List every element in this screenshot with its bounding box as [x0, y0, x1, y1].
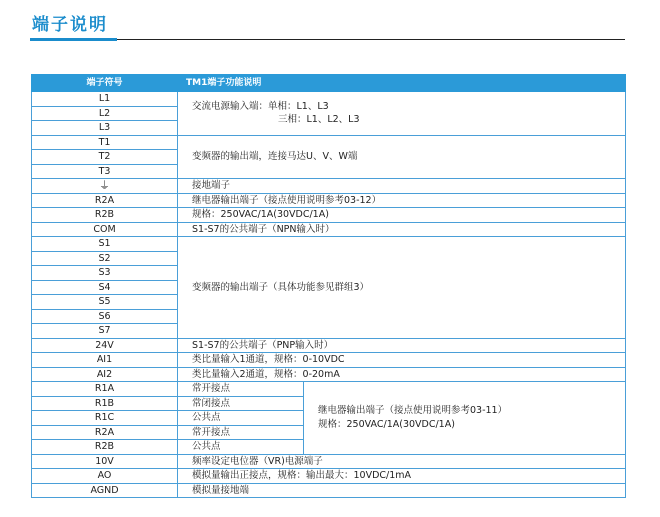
terminal-cell: T3 — [32, 164, 178, 179]
terminal-cell: AO — [32, 469, 178, 484]
terminal-cell: L3 — [32, 121, 178, 136]
function-cell: 继电器输出端子（接点使用说明参考03-12） — [178, 193, 626, 208]
function-cell: 类比量输入2通道，规格：0-20mA — [178, 367, 626, 382]
ac-input-line1: 交流电源输入端：单相：L1、L3 — [192, 100, 329, 112]
function-cell: 变频器的输出端子（具体功能参见群组3） — [178, 237, 626, 339]
table-header-row — [32, 75, 626, 92]
ground-icon: ⏚ — [99, 179, 110, 192]
terminal-cell: R2A — [32, 425, 178, 440]
table-row — [32, 353, 626, 368]
section-title: 端子说明 — [32, 15, 108, 35]
contact-cell: 公共点 — [178, 411, 304, 426]
header-terminal: 端子符号 — [32, 75, 178, 92]
relay-function-cell — [304, 382, 626, 455]
table-row — [32, 469, 626, 484]
terminal-cell: L2 — [32, 106, 178, 121]
table-row — [32, 193, 626, 208]
terminal-cell: S2 — [32, 251, 178, 266]
function-cell: S1-S7的公共端子（PNP输入时） — [178, 338, 626, 353]
function-cell: 模拟量输出正接点，规格：输出最大：10VDC/1mA — [178, 469, 626, 484]
terminal-cell: R1B — [32, 396, 178, 411]
function-cell: 规格：250VAC/1A(30VDC/1A) — [178, 208, 626, 223]
terminal-cell: AGND — [32, 483, 178, 498]
table-row — [32, 237, 626, 252]
terminal-cell: 24V — [32, 338, 178, 353]
table-row — [32, 382, 626, 397]
terminal-cell: R1A — [32, 382, 178, 397]
function-cell: 频率设定电位器（VR)电源端子 — [178, 454, 626, 469]
function-cell: 模拟量接地端 — [178, 483, 626, 498]
table-row — [32, 222, 626, 237]
terminal-cell: R2B — [32, 208, 178, 223]
function-cell: 接地端子 — [178, 179, 626, 194]
header-function: TM1端子功能说明 — [178, 75, 626, 92]
relay2-line2: 规格：250VAC/1A(30VDC/1A) — [318, 419, 455, 431]
contact-cell: 常开接点 — [178, 382, 304, 397]
table-row — [32, 179, 626, 194]
contact-cell: 常闭接点 — [178, 396, 304, 411]
terminal-cell: R1C — [32, 411, 178, 426]
terminal-cell: L1 — [32, 92, 178, 107]
title-underline-rule — [117, 39, 625, 40]
terminal-cell: AI2 — [32, 367, 178, 382]
terminal-cell: T2 — [32, 150, 178, 165]
terminal-cell: R2B — [32, 440, 178, 455]
table-row — [32, 135, 626, 150]
function-cell — [178, 92, 626, 136]
terminal-cell: S1 — [32, 237, 178, 252]
terminal-table — [31, 74, 626, 498]
ground-terminal-cell — [32, 179, 178, 194]
table-row — [32, 208, 626, 223]
function-cell: 变频器的输出端，连接马达U、V、W端 — [178, 135, 626, 179]
terminal-cell: COM — [32, 222, 178, 237]
title-underline-accent — [30, 38, 117, 41]
contact-cell: 常开接点 — [178, 425, 304, 440]
function-cell: 类比量输入1通道，规格：0-10VDC — [178, 353, 626, 368]
terminal-cell: S3 — [32, 266, 178, 281]
terminal-cell: AI1 — [32, 353, 178, 368]
function-cell: S1-S7的公共端子（NPN输入时） — [178, 222, 626, 237]
terminal-cell: S4 — [32, 280, 178, 295]
terminal-cell: S5 — [32, 295, 178, 310]
table-row — [32, 454, 626, 469]
terminal-cell: T1 — [32, 135, 178, 150]
table-row — [32, 338, 626, 353]
terminal-cell: 10V — [32, 454, 178, 469]
table-row — [32, 483, 626, 498]
ac-input-line2: 三相：L1、L2、L3 — [278, 114, 360, 126]
terminal-cell: S6 — [32, 309, 178, 324]
relay2-line1: 继电器输出端子（接点使用说明参考03-11） — [318, 404, 508, 416]
contact-cell: 公共点 — [178, 440, 304, 455]
terminal-cell: S7 — [32, 324, 178, 339]
table-row — [32, 92, 626, 107]
table-row — [32, 367, 626, 382]
terminal-cell: R2A — [32, 193, 178, 208]
